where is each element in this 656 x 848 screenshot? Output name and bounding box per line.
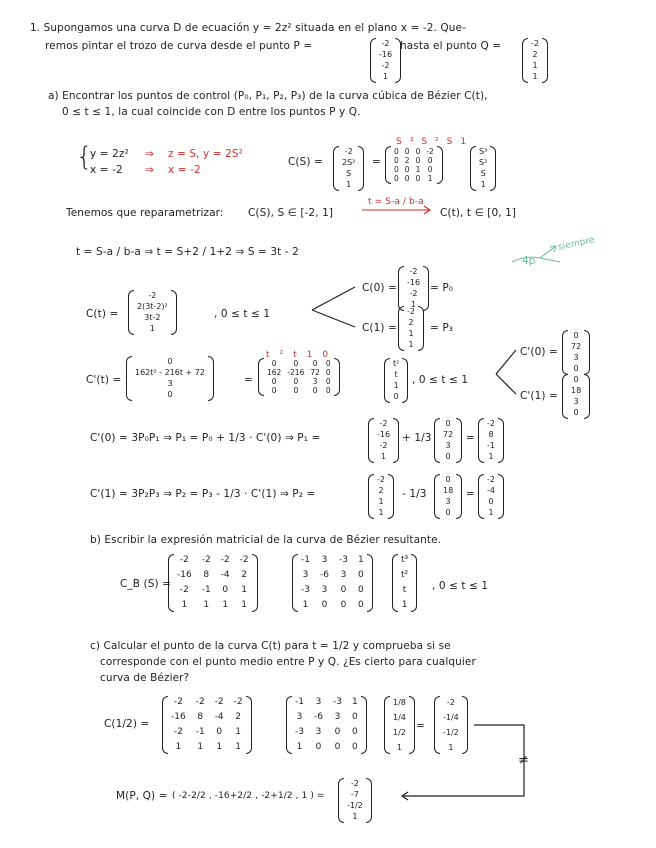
part-a-line-2: 0 ≤ t ≤ 1, la cual coincide con D entre los puntos P y Q.	[62, 106, 361, 118]
t-formula: t = S-a / b-a ⇒ t = S+2 / 1+2 ⇒ S = 3t - 2	[76, 246, 299, 258]
matrix-entry: 0	[334, 727, 341, 737]
cs-eq: =	[372, 156, 381, 168]
vector-entry: -2	[381, 61, 390, 70]
vector-entry: -2	[377, 475, 385, 484]
vector-entry: 1	[401, 600, 408, 610]
matrix-entry: 0	[325, 386, 331, 395]
matrix-entry: 3	[321, 585, 328, 595]
vector-entry: 2	[378, 486, 384, 495]
vector-entry: 1	[408, 329, 414, 338]
system-eq-1: y = 2z²	[90, 148, 129, 160]
midpoint-label: M(P, Q) =	[116, 790, 168, 802]
matrix-entry: 162	[267, 368, 282, 377]
reparam-text: Tenemos que reparametrizar:	[66, 207, 224, 219]
matrix-entry: -1	[295, 697, 304, 707]
dct-matrix-header: t²t10	[266, 350, 339, 360]
matrix-entry: -2	[179, 555, 189, 565]
matrix-entry: -2	[173, 727, 183, 737]
part-c-label: C(1/2) =	[104, 718, 150, 730]
matrix-entry: -2	[220, 555, 230, 565]
matrix-entry: 0	[427, 156, 433, 165]
vector-entry: 1	[396, 743, 402, 752]
reparam-ct: C(t), t ∈ [0, 1]	[440, 207, 517, 219]
matrix-entry: 1	[241, 600, 248, 610]
vector-entry: 1	[378, 508, 384, 517]
vector-entry: 1	[480, 180, 486, 189]
matrix-entry: 0	[415, 156, 421, 165]
matrix-entry: 1	[351, 697, 358, 707]
matrix-entry: -2	[173, 697, 183, 707]
vector-entry: t²	[393, 359, 400, 368]
vector-entry: t	[402, 585, 407, 595]
matrix-entry: 1	[235, 727, 242, 737]
vector-entry: -2	[446, 698, 455, 707]
vector-entry: 0	[445, 508, 451, 517]
matrix-entry: 0	[340, 600, 347, 610]
matrix-entry: 3	[315, 727, 322, 737]
matrix-entry: -3	[301, 585, 310, 595]
matrix-entry: 3	[312, 377, 318, 386]
ct-range: , 0 ≤ t ≤ 1	[214, 308, 271, 320]
matrix-entry: -4	[220, 570, 230, 580]
matrix-entry: 0	[427, 165, 433, 174]
intro-between: hasta el punto Q =	[400, 40, 502, 52]
matrix-entry: 0	[312, 386, 318, 395]
vector-entry: 0	[573, 408, 579, 417]
c0-eq-p0: = P₀	[430, 282, 454, 294]
vector-entry: 1	[352, 812, 358, 821]
p1-result-eq: =	[466, 432, 475, 444]
not-equal-sign: ≠	[518, 753, 529, 768]
vector-entry: S³	[479, 147, 488, 156]
matrix-entry: 0	[351, 727, 358, 737]
p2-equation: C'(1) = 3P₂P₃ ⇒ P₂ = P₃ - 1/3 · C'(1) ⇒ P₂ =	[90, 488, 316, 500]
vector-entry: -2	[409, 267, 418, 276]
vector-entry: 1	[149, 324, 155, 333]
matrix-entry: 3	[302, 570, 309, 580]
matrix-entry: 1	[181, 600, 188, 610]
vector-entry: t	[394, 370, 398, 379]
vector-entry: 1	[488, 452, 494, 461]
matrix-entry: -2	[195, 697, 205, 707]
matrix-entry: 1	[222, 600, 229, 610]
matrix-entry: 3	[315, 697, 322, 707]
matrix-entry: -216	[287, 368, 305, 377]
matrix-entry: 1	[197, 742, 204, 752]
midpoint-expression: ( -2-2/2 , -16+2/2 , -2+1/2 , 1 ) =	[172, 791, 325, 801]
dc0-label: C'(0) =	[520, 346, 558, 358]
matrix-entry: 1	[175, 742, 182, 752]
vector-entry: 8	[488, 430, 494, 439]
vector-entry: -16	[407, 278, 421, 287]
matrix-entry: 0	[357, 570, 364, 580]
vector-entry: -1/2	[443, 728, 459, 737]
dct-label: C'(t) =	[86, 374, 122, 386]
vector-entry: -2	[148, 291, 157, 300]
vector-entry: -2	[350, 779, 359, 788]
vector-entry: -7	[350, 790, 359, 799]
vector-entry: 1/4	[393, 713, 406, 722]
vector-entry: S	[346, 169, 352, 178]
matrix-entry: 1	[235, 742, 242, 752]
matrix-entry: 3	[321, 555, 328, 565]
vector-entry: 1	[380, 452, 387, 461]
c0-label: C(0) =	[362, 282, 397, 294]
vector-entry: t²	[401, 570, 409, 580]
vector-entry: 1	[410, 300, 417, 309]
matrix-entry: -16	[171, 712, 186, 722]
vector-entry: -1/2	[347, 801, 363, 810]
matrix-entry: -16	[177, 570, 192, 580]
vector-entry: -2	[379, 441, 388, 450]
vector-entry: 0	[573, 331, 579, 340]
p1-equation: C'(0) = 3P₀P₁ ⇒ P₁ = P₀ + 1/3 · C'(0) ⇒ P₁ =	[90, 432, 321, 444]
vector-entry: 1/2	[393, 728, 406, 737]
matrix-entry: 72	[310, 368, 320, 377]
vector-entry: 0	[167, 357, 173, 366]
matrix-entry: 0	[321, 600, 328, 610]
matrix-entry: -3	[338, 555, 348, 565]
matrix-entry: -1	[301, 555, 310, 565]
vector-entry: 2	[532, 50, 538, 59]
matrix-entry: -2	[201, 555, 211, 565]
matrix-entry: 0	[357, 585, 364, 595]
matrix-entry: 0	[271, 377, 277, 386]
matrix-entry: -2	[179, 585, 189, 595]
vector-entry: 1	[382, 72, 389, 81]
matrix-entry: 1	[357, 555, 364, 565]
teal-note-siempre: siempre	[557, 235, 596, 253]
vector-entry: 3	[573, 397, 579, 406]
part-c-eq: =	[416, 720, 425, 732]
part-b-range: , 0 ≤ t ≤ 1	[432, 580, 489, 592]
matrix-entry: 0	[325, 368, 331, 377]
matrix-entry: -4	[214, 712, 224, 722]
vector-entry: 1	[393, 381, 399, 390]
vector-entry: 1	[408, 340, 414, 349]
matrix-entry: 3	[296, 712, 303, 722]
vector-entry: 2	[408, 318, 414, 327]
vector-entry: t³	[401, 555, 409, 565]
system-brace: {	[76, 142, 93, 172]
matrix-entry: 2	[235, 712, 242, 722]
vector-entry: 1	[448, 743, 454, 752]
vector-entry: 72	[443, 430, 454, 439]
matrix-entry: 8	[197, 712, 204, 722]
matrix-entry: 0	[315, 742, 322, 752]
matrix-entry: 1	[241, 585, 248, 595]
vector-entry: 0	[573, 375, 579, 384]
matrix-entry: -2	[426, 147, 434, 156]
matrix-entry: 0	[404, 147, 410, 156]
vector-entry: -16	[377, 430, 391, 439]
vector-entry: 2(3t-2)²	[137, 302, 168, 311]
intro-line-1: 1. Supongamos una curva D de ecuación y = 2z² situada en el plano x = -2. Que-	[30, 22, 466, 34]
matrix-entry: 0	[394, 156, 399, 165]
matrix-entry: 1	[302, 600, 309, 610]
vector-entry: 3t-2	[144, 313, 161, 322]
vector-entry: 18	[571, 386, 582, 395]
vector-entry: 72	[571, 342, 582, 351]
cs-matrix-header: S³S²S1	[396, 137, 475, 147]
matrix-entry: 3	[334, 712, 341, 722]
vector-entry: 3	[573, 353, 579, 362]
matrix-entry: -1	[201, 585, 211, 595]
matrix-entry: -3	[295, 727, 304, 737]
matrix-entry: 0	[340, 585, 347, 595]
vector-entry: 18	[443, 486, 454, 495]
system-eq-2: x = -2	[90, 164, 123, 176]
part-b-label: C_B (S) =	[120, 578, 172, 590]
p1-plus: + 1/3	[402, 432, 432, 444]
vector-entry: 162t² - 216t + 72	[135, 368, 205, 377]
c1-label: C(1) =	[362, 322, 397, 334]
vector-entry: -2	[409, 289, 418, 298]
vector-entry: 3	[445, 497, 451, 506]
vector-entry: 0	[445, 419, 451, 428]
matrix-entry: 1	[203, 600, 210, 610]
vector-entry: -2	[487, 419, 495, 428]
matrix-entry: 1	[415, 165, 421, 174]
matrix-entry: 0	[351, 742, 358, 752]
matrix-entry: 0	[404, 165, 410, 174]
matrix-entry: 0	[394, 147, 399, 156]
vector-entry: S²	[479, 158, 488, 167]
dct-range: , 0 ≤ t ≤ 1	[412, 374, 469, 386]
vector-entry: 3	[167, 379, 173, 388]
vector-entry: -4	[487, 486, 495, 495]
vector-entry: -16	[379, 50, 393, 59]
matrix-entry: 0	[293, 386, 299, 395]
vector-entry: 0	[167, 390, 173, 399]
vector-entry: 0	[445, 452, 451, 461]
matrix-entry: -2	[233, 697, 243, 707]
vector-entry: 1	[488, 508, 494, 517]
matrix-entry: -2	[239, 555, 249, 565]
dct-eq: =	[244, 374, 253, 386]
part-b-heading: b) Escribir la expresión matricial de la curva de Bézier resultante.	[90, 534, 442, 546]
vector-entry: 3	[445, 441, 451, 450]
vector-entry: 1	[378, 497, 384, 506]
matrix-entry: 0	[351, 712, 358, 722]
matrix-entry: 0	[271, 359, 277, 368]
part-c-line-1: c) Calcular el punto de la curva C(t) para t = 1/2 y comprueba si se	[90, 640, 451, 652]
matrix-entry: -6	[319, 570, 329, 580]
matrix-entry: 0	[334, 742, 341, 752]
matrix-entry: 0	[271, 386, 277, 395]
matrix-entry: 1	[427, 174, 433, 183]
vector-entry: 1	[346, 180, 352, 189]
vector-entry: 0	[445, 475, 451, 484]
dc1-label: C'(1) =	[520, 390, 558, 402]
matrix-entry: 0	[312, 359, 318, 368]
matrix-entry: -2	[214, 697, 224, 707]
matrix-entry: 0	[216, 727, 223, 737]
p2-minus: - 1/3	[402, 488, 427, 500]
vector-entry: 1/8	[393, 698, 406, 707]
cs-label: C(S) =	[288, 156, 323, 168]
matrix-entry: 0	[325, 359, 331, 368]
c1-eq-p3: = P₃	[430, 322, 454, 334]
matrix-entry: 0	[325, 377, 331, 386]
matrix-entry: 2	[241, 570, 248, 580]
vector-entry: 0	[488, 497, 494, 506]
matrix-entry: 3	[340, 570, 347, 580]
vector-entry: 2S²	[342, 158, 356, 167]
vector-entry: S	[480, 169, 486, 178]
vector-entry: 1	[532, 61, 538, 70]
vector-entry: -1/4	[443, 713, 459, 722]
matrix-entry: 1	[216, 742, 223, 752]
vector-entry: -2	[407, 307, 415, 316]
vector-entry: 0	[573, 364, 579, 373]
matrix-entry: 0	[404, 174, 410, 183]
vector-entry: -2	[487, 475, 495, 484]
matrix-entry: 0	[415, 147, 421, 156]
vector-entry: -2	[531, 39, 539, 48]
matrix-entry: 0	[293, 359, 299, 368]
matrix-entry: 0	[415, 174, 421, 183]
part-c-line-2: corresponde con el punto medio entre P y Q. ¿Es cierto para cualquier	[100, 656, 476, 668]
matrix-entry: 8	[203, 570, 210, 580]
vector-entry: -2	[381, 39, 390, 48]
implies-arrow-2: ⇒	[145, 164, 154, 176]
matrix-entry: -3	[332, 697, 342, 707]
vector-entry: -2	[344, 147, 353, 156]
matrix-entry: 1	[296, 742, 303, 752]
implies-arrow-1: ⇒	[145, 148, 154, 160]
matrix-entry: 2	[404, 156, 410, 165]
ct-label: C(t) =	[86, 308, 119, 320]
intro-line-2: remos pintar el trozo de curva desde el punto P =	[45, 40, 313, 52]
vector-entry: 0	[393, 392, 399, 401]
reparam-arrow-label: t = S-a / b-a	[368, 197, 424, 207]
teal-note-4p: 4p	[522, 255, 536, 267]
p2-result-eq: =	[466, 488, 475, 500]
matrix-entry: 0	[394, 165, 399, 174]
matrix-entry: -1	[195, 727, 205, 737]
param-red-1: z = S, y = 2S²	[168, 148, 243, 160]
matrix-entry: 0	[357, 600, 364, 610]
part-a-line-1: a) Encontrar los puntos de control (P₀, P₁, P₂, P₃) de la curva cúbica de Bézier C(t),	[48, 90, 488, 102]
matrix-entry: 0	[293, 377, 299, 386]
vector-entry: -1	[487, 441, 495, 450]
reparam-cs: C(S), S ∈ [-2, 1]	[248, 207, 334, 219]
vector-entry: -2	[379, 419, 388, 428]
param-red-2: x = -2	[168, 164, 201, 176]
matrix-entry: 0	[222, 585, 229, 595]
part-c-line-3: curva de Bézier?	[100, 672, 190, 684]
matrix-entry: -6	[313, 712, 323, 722]
vector-entry: 1	[532, 72, 538, 81]
matrix-entry: 0	[394, 174, 399, 183]
